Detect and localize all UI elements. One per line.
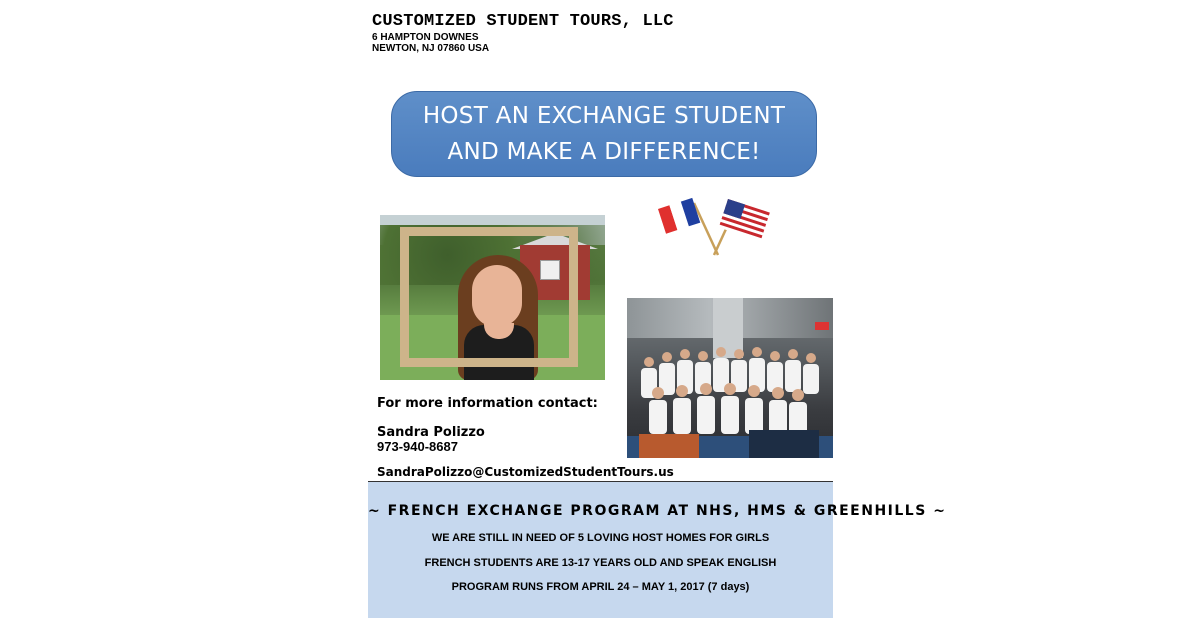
contact-label: For more information contact:: [377, 396, 598, 411]
headline-line-2: AND MAKE A DIFFERENCE!: [447, 139, 761, 165]
address-line-1: 6 HAMPTON DOWNES: [372, 32, 479, 43]
crossed-french-and-us-flags-icon: [656, 195, 776, 260]
program-line-dates: PROGRAM RUNS FROM APRIL 24 – MAY 1, 2017 (7 days): [451, 581, 750, 593]
program-details-box: [368, 481, 947, 618]
program-line-host-homes: WE ARE STILL IN NEED OF 5 LOVING HOST HOMES FOR GIRLS: [431, 532, 770, 544]
company-name: CUSTOMIZED STUDENT TOURS, LLC: [372, 12, 674, 31]
contact-phone: 973-940-8687: [377, 439, 458, 454]
student-holding-frame-photo: [380, 215, 605, 380]
program-title: ~ FRENCH EXCHANGE PROGRAM AT NHS, HMS & GREENHILLS ~: [368, 503, 947, 519]
program-line-students: FRENCH STUDENTS ARE 13-17 YEARS OLD AND SPEAK ENGLISH: [424, 557, 777, 569]
address-line-2: NEWTON, NJ 07860 USA: [372, 43, 490, 54]
contact-name: Sandra Polizzo: [377, 425, 485, 440]
exchange-group-photo: [627, 298, 833, 458]
contact-email-link[interactable]: SandraPolizzo@CustomizedStudentTours.us: [377, 465, 674, 479]
headline-banner: [391, 91, 817, 177]
headline-line-1: HOST AN EXCHANGE STUDENT: [422, 103, 786, 129]
